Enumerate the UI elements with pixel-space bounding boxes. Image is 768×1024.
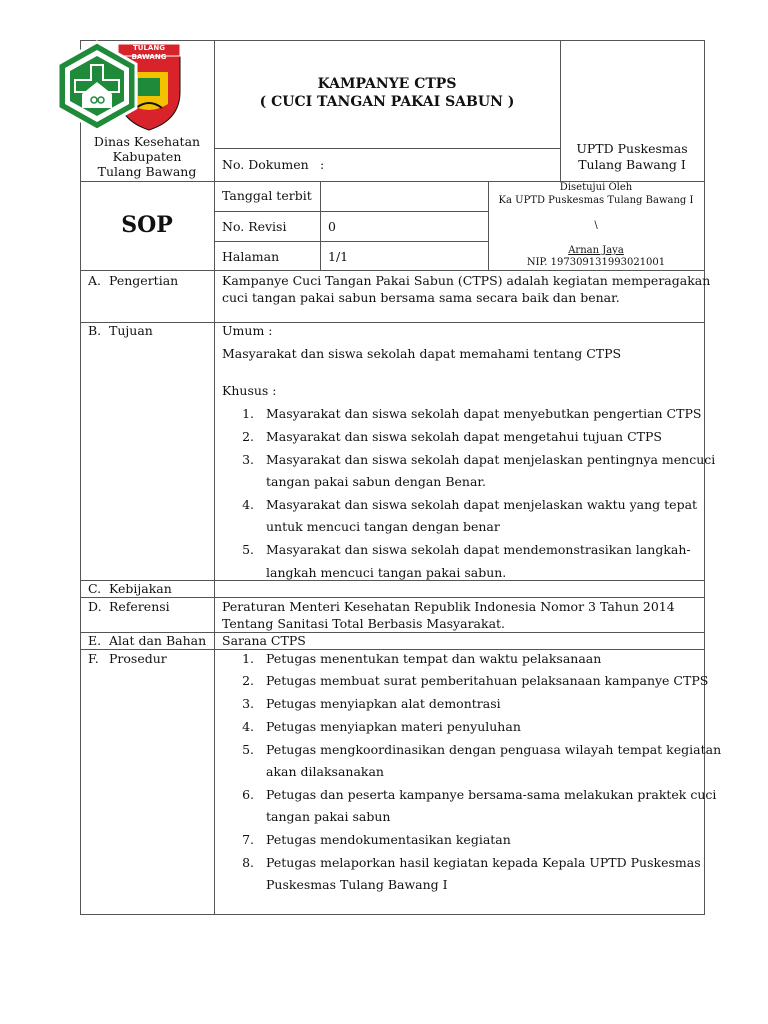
- org-line-2: Kabupaten: [112, 149, 182, 164]
- page-value: 1/1: [328, 249, 349, 264]
- list-item-number: 5.: [242, 542, 254, 557]
- signature-mark: \: [594, 220, 598, 231]
- section-a-label: Pengertian: [109, 273, 179, 288]
- section-c-letter: C.: [88, 581, 102, 596]
- list-item: Petugas menentukan tempat dan waktu pelaksanaan: [266, 651, 602, 666]
- unit-line-2: Tulang Bawang I: [578, 157, 686, 172]
- list-item-number: 6.: [242, 787, 254, 802]
- list-item: Petugas menyiapkan alat demontrasi: [266, 696, 501, 711]
- approval-line-1: Disetujui Oleh: [559, 182, 633, 193]
- list-item-number: 4.: [242, 719, 254, 734]
- list-item: Masyarakat dan siswa sekolah dapat menjelaskan pentingnya mencuci: [266, 452, 716, 467]
- list-item: Masyarakat dan siswa sekolah dapat mendemonstrasikan langkah-: [266, 542, 691, 557]
- document-subtitle: ( CUCI TANGAN PAKAI SABUN ): [259, 94, 515, 110]
- org-line-1: Dinas Kesehatan: [93, 134, 201, 149]
- section-b-khusus: Khusus :: [222, 383, 277, 398]
- approval-line-2: Ka UPTD Puskesmas Tulang Bawang I: [498, 195, 694, 206]
- section-b-umum-text: Masyarakat dan siswa sekolah dapat memahami tentang CTPS: [222, 346, 622, 361]
- list-item-number: 4.: [242, 497, 254, 512]
- list-item: Petugas dan peserta kampanye bersama-sama melakukan praktek cuci: [266, 787, 717, 802]
- list-item-number: 1.: [242, 406, 254, 421]
- list-item-number: 3.: [242, 452, 254, 467]
- puskesmas-logo: [54, 40, 140, 132]
- section-b-umum: Umum :: [222, 323, 273, 338]
- section-b-label: Tujuan: [109, 323, 153, 338]
- doc-number-label: No. Dokumen: [222, 157, 309, 172]
- list-item: Petugas mendokumentasikan kegiatan: [266, 832, 511, 847]
- revision-label: No. Revisi: [222, 219, 287, 234]
- approver-nip: NIP. 197309131993021001: [526, 257, 666, 268]
- page-label: Halaman: [222, 249, 280, 264]
- list-item: untuk mencuci tangan dengan benar: [266, 519, 500, 534]
- section-a-text: Kampanye Cuci Tangan Pakai Sabun (CTPS) adalah kegiatan memperagakan: [222, 273, 711, 288]
- list-item: Petugas melaporkan hasil kegiatan kepada Kepala UPTD Puskesmas: [266, 855, 701, 870]
- revision-value: 0: [328, 219, 336, 234]
- section-a-letter: A.: [88, 273, 102, 288]
- logo-banner: TULANG BAWANG: [131, 44, 167, 61]
- list-item: Masyarakat dan siswa sekolah dapat menjelaskan waktu yang tepat: [266, 497, 698, 512]
- list-item: langkah mencuci tangan pakai sabun.: [266, 565, 507, 580]
- section-f-label: Prosedur: [109, 651, 167, 666]
- list-item-number: 2.: [242, 429, 254, 444]
- approver-name: Arnan Jaya: [568, 245, 624, 256]
- section-d-letter: D.: [88, 599, 102, 614]
- section-c-label: Kebijakan: [109, 581, 172, 596]
- doc-number-value: :: [320, 157, 325, 172]
- org-line-3: Tulang Bawang: [97, 164, 197, 179]
- section-e-text: Sarana CTPS: [222, 633, 306, 648]
- section-d-label: Referensi: [109, 599, 170, 614]
- list-item: Petugas menyiapkan materi penyuluhan: [266, 719, 521, 734]
- document-title: KAMPANYE CTPS: [317, 76, 457, 92]
- section-d-text: Tentang Sanitasi Total Berbasis Masyarakat.: [222, 616, 506, 631]
- list-item: akan dilaksanakan: [266, 764, 384, 779]
- section-e-letter: E.: [88, 633, 102, 648]
- list-item: Petugas mengkoordinasikan dengan penguasa wilayah tempat kegiatan: [266, 742, 722, 757]
- list-item: Masyarakat dan siswa sekolah dapat mengetahui tujuan CTPS: [266, 429, 662, 444]
- list-item-number: 5.: [242, 742, 254, 757]
- list-item-number: 7.: [242, 832, 254, 847]
- list-item: tangan pakai sabun dengan Benar.: [266, 474, 486, 489]
- section-f-letter: F.: [88, 651, 99, 666]
- section-a-text: cuci tangan pakai sabun bersama sama secara baik dan benar.: [222, 290, 620, 305]
- list-item-number: 8.: [242, 855, 254, 870]
- list-item: tangan pakai sabun: [266, 809, 391, 824]
- list-item: Masyarakat dan siswa sekolah dapat menyebutkan pengertian CTPS: [266, 406, 702, 421]
- list-item: Petugas membuat surat pemberitahuan pelaksanaan kampanye CTPS: [266, 673, 709, 688]
- sop-label: SOP: [121, 212, 173, 238]
- unit-line-1: UPTD Puskesmas: [576, 141, 688, 156]
- list-item-number: 2.: [242, 673, 254, 688]
- list-item: Puskesmas Tulang Bawang I: [266, 877, 448, 892]
- list-item-number: 3.: [242, 696, 254, 711]
- section-e-label: Alat dan Bahan: [109, 633, 207, 648]
- issue-date-label: Tanggal terbit: [222, 188, 312, 203]
- section-b-letter: B.: [88, 323, 102, 338]
- list-item-number: 1.: [242, 651, 254, 666]
- section-d-text: Peraturan Menteri Kesehatan Republik Indonesia Nomor 3 Tahun 2014: [222, 599, 675, 614]
